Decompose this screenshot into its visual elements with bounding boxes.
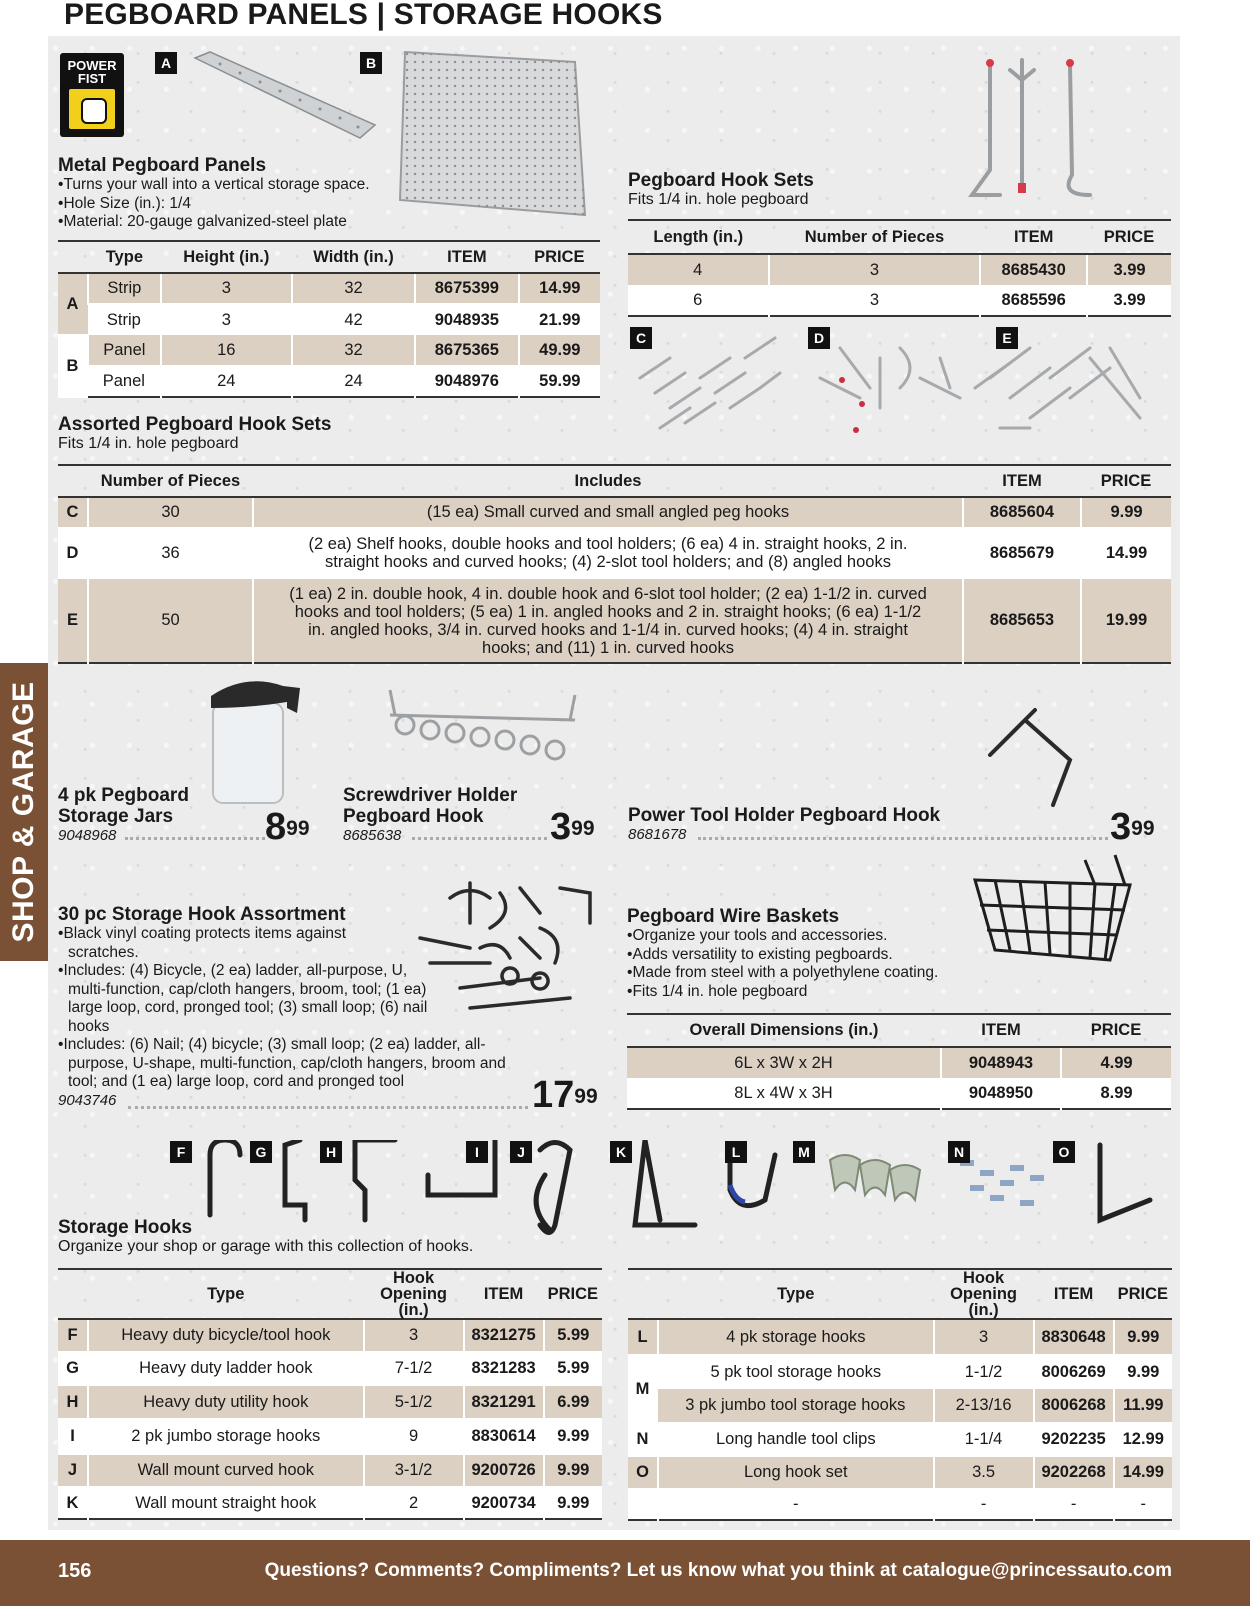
jars-sku: 9048968 — [58, 827, 117, 844]
table-row: 8L x 4W x 3H 9048950 8.99 — [627, 1078, 1171, 1109]
assortment-price: $17^{99}$ — [532, 1074, 598, 1116]
page-title: PEGBOARD PANELS | STORAGE HOOKS — [64, 0, 663, 31]
table-row: 6 3 8685596 3.99 — [628, 285, 1171, 316]
storage-hooks-right-table: Type Hook Opening (in.) ITEM PRICE L 4 pk storage hooks 3 8830648 9.99 M 5 pk tool storage hooks 1-1/2 8006269 9.99 3 pk jumbo tool storage hooks 2-13/16 8006268 11.99 N Long handle tool clips 1-1/4 9202235 12.99 O Long hook set 3.5 9202268 14.99 - - - - — [628, 1268, 1172, 1521]
pegboard-hooks-image — [960, 55, 1140, 205]
jars-block: 4 pk Pegboard Storage Jars 9048968 — [58, 785, 189, 844]
table-row: A Strip 3 32 8675399 14.99 — [58, 273, 600, 304]
page-number: 156 — [58, 1560, 92, 1582]
table-row: F Heavy duty bicycle/tool hook 3 8321275 5.99 — [58, 1319, 602, 1352]
assortment-title: 30 pc Storage Hook Assortment — [58, 904, 346, 925]
hook-sets-block — [628, 170, 814, 209]
label-n: N — [948, 1141, 970, 1163]
leader-dots — [125, 837, 265, 840]
storage-hooks-title: Storage Hooks — [58, 1217, 193, 1238]
fist-icon — [69, 89, 115, 129]
metal-panels-title: Metal Pegboard Panels — [58, 155, 267, 176]
label-f: F — [170, 1141, 192, 1163]
baskets-table: Overall Dimensions (in.) ITEM PRICE 6L x 3W x 2H 9048943 4.99 8L x 4W x 3H 9048950 8.99 — [627, 1013, 1171, 1110]
metal-panels-block — [58, 155, 418, 232]
label-m: M — [793, 1141, 815, 1163]
label-e: E — [996, 327, 1018, 349]
baskets-block — [627, 906, 1007, 1001]
storage-jar-image — [205, 668, 305, 808]
assorted-subtitle: Fits 1/4 in. hole pegboard — [58, 435, 239, 452]
assortment-block — [58, 904, 528, 1109]
pegboard-strip-image — [190, 50, 380, 145]
screwdriver-holder-image — [385, 685, 585, 780]
power-tool-price: $3^{99}$ — [1110, 806, 1155, 848]
pegboard-panel-image — [395, 50, 595, 220]
footer — [0, 1540, 1250, 1606]
screwdriver-sku: 8685638 — [343, 827, 402, 844]
leader-dots — [698, 837, 1108, 840]
label-h: H — [320, 1141, 342, 1163]
table-row: 3 pk jumbo tool storage hooks 2-13/16 8006268 11.99 — [628, 1389, 1172, 1423]
label-j: J — [510, 1141, 532, 1163]
table-row: Strip 3 42 9048935 21.99 — [58, 304, 600, 335]
power-tool-sku: 8681678 — [628, 826, 687, 843]
label-g: G — [250, 1141, 272, 1163]
metal-panels-bullets: • Turns your wall into a vertical storage space. • Hole Size (in.): 1/4 • Material: 20-gauge galvanized-steel plate — [58, 176, 418, 232]
table-row: J Wall mount curved hook 3-1/2 9200726 9.99 — [58, 1454, 602, 1487]
baskets-bullets: • Organize your tools and accessories. • Adds versatility to existing pegboards. • Made from steel with a polyethylene coating. • Fits 1/4 in. hole pegboard — [627, 927, 1007, 1001]
assortment-sku: 9043746 — [58, 1091, 117, 1109]
metal-panels-table: Type Height (in.) Width (in.) ITEM PRICE A Strip 3 32 8675399 14.99 Strip 3 42 9048935 21.99 B Panel 16 32 8675365 49.99 Panel 24 24 9048976 59.99 — [58, 240, 600, 398]
power-tool-block: Power Tool Holder Pegboard Hook 8681678 — [628, 805, 941, 843]
table-row: I 2 pk jumbo storage hooks 9 8830614 9.99 — [58, 1419, 602, 1454]
hook-sets-cde-image — [630, 318, 1150, 453]
assorted-block — [58, 414, 331, 453]
table-row: L 4 pk storage hooks 3 8830648 9.99 — [628, 1319, 1172, 1355]
label-d: D — [808, 327, 830, 349]
table-row: M 5 pk tool storage hooks 1-1/2 8006269 9.99 — [628, 1355, 1172, 1389]
table-row: E 50 (1 ea) 2 in. double hook, 4 in. double hook and 6-slot tool holder; (2 ea) 1-1/2 in. curved hooks and tool holders; (5 ea) 1 in. angled hooks and 2 in. straight hooks; (6 ea) 1-1/2 in. angled hooks, 3/4 in. curved hooks and 1-1/4 in. curved hooks; (4) 4 in. straight hooks; and (11) 1 in. curved hooks 8685653 19.99 — [58, 578, 1171, 663]
feedback-link[interactable]: Questions? Comments? Compliments? Let us know what you think at catalogue@princessauto.com — [264, 1560, 1172, 1581]
table-row: H Heavy duty utility hook 5-1/2 8321291 6.99 — [58, 1385, 602, 1419]
label-o: O — [1053, 1141, 1075, 1163]
table-row: O Long hook set 3.5 9202268 14.99 — [628, 1456, 1172, 1489]
table-row: Panel 24 24 9048976 59.99 — [58, 366, 600, 397]
screwdriver-block: Screwdriver Holder Pegboard Hook 8685638 — [343, 785, 518, 844]
storage-hooks-left-table: Type Hook Opening (in.) ITEM PRICE F Heavy duty bicycle/tool hook 3 8321275 5.99 G Heavy duty ladder hook 7-1/2 8321283 5.99 H Heavy duty utility hook 5-1/2 8321291 6.99 I 2 pk jumbo storage hooks 9 8830614 9.99 J Wall mount curved hook 3-1/2 9200726 9.99 K Wall mount straight hook 2 9200734 9.99 — [58, 1268, 602, 1520]
power-fist-logo: POWER FIST — [60, 53, 124, 137]
leader-dots — [412, 837, 547, 840]
section-tab[interactable]: SHOP & GARAGE — [0, 663, 48, 961]
table-row: B Panel 16 32 8675365 49.99 — [58, 335, 600, 366]
label-b: B — [360, 52, 382, 74]
storage-hooks-subtitle: Organize your shop or garage with this collection of hooks. — [58, 1238, 474, 1255]
storage-hooks-block — [58, 1217, 473, 1256]
leader-dots — [128, 1106, 528, 1109]
table-row: C 30 (15 ea) Small curved and small angled peg hooks 8685604 9.99 — [58, 497, 1171, 528]
assortment-bullets: • Black vinyl coating protects items against scratches. • Includes: (4) Bicycle, (2 ea) ladder, all-purpose, U, multi-function, cap/cloth hangers, broom, tool; (1 ea) large loop, cord, pronged tool; (3) small loop; (6) nail hooks • Includes: (6) Nail; (4) bicycle; (3) small loop; (2 ea) ladder, all-purpose, U-shape, multi-function, cap/cloth hangers, broom and tool; and (1 ea) large loop, cord and pronged tool — [58, 925, 528, 1092]
screwdriver-price: $3^{99}$ — [550, 806, 595, 848]
label-a: A — [155, 52, 177, 74]
table-row: 6L x 3W x 2H 9048943 4.99 — [627, 1047, 1171, 1078]
table-row: G Heavy duty ladder hook 7-1/2 8321283 5.99 — [58, 1352, 602, 1385]
label-i: I — [466, 1141, 488, 1163]
table-row: K Wall mount straight hook 2 9200734 9.99 — [58, 1487, 602, 1519]
table-row: D 36 (2 ea) Shelf hooks, double hooks and tool holders; (6 ea) 4 in. straight hooks, 2 in. straight hooks and curved hooks; (4) 2-slot tool holders; and (8) angled hooks 8685679 14.99 — [58, 528, 1171, 578]
baskets-title: Pegboard Wire Baskets — [627, 906, 840, 927]
hook-sets-title: Pegboard Hook Sets — [628, 170, 814, 191]
label-l: L — [725, 1141, 747, 1163]
table-row: N Long handle tool clips 1-1/4 9202235 12.99 — [628, 1423, 1172, 1456]
assorted-table: Number of Pieces Includes ITEM PRICE C 30 (15 ea) Small curved and small angled peg hooks 8685604 9.99 D 36 (2 ea) Shelf hooks, double hooks and tool holders; (6 ea) 4 in. straight hooks, 2 in. straight hooks and curved hooks; (4) 2-slot tool holders; and (8) angled hooks 8685679 14.99 E 50 (1 ea) 2 in. double hook, 4 in. double hook and 6-slot tool holder; (2 ea) 1-1/2 in. curved hooks and tool holders; (5 ea) 1 in. angled hooks and 2 in. straight hooks; (6 ea) 1-1/2 in. angled hooks, 3/4 in. curved hooks and 1-1/4 in. curved hooks; (4) 4 in. straight hooks; and (11) 1 in. curved hooks 8685653 19.99 — [58, 464, 1171, 664]
table-row: - - - - — [628, 1489, 1172, 1520]
hook-sets-subtitle: Fits 1/4 in. hole pegboard — [628, 191, 809, 208]
label-c: C — [630, 327, 652, 349]
jars-price: $8^{99}$ — [265, 806, 310, 848]
label-k: K — [610, 1141, 632, 1163]
table-row: 4 3 8685430 3.99 — [628, 254, 1171, 285]
assorted-title: Assorted Pegboard Hook Sets — [58, 414, 332, 435]
hook-sets-table: Length (in.) Number of Pieces ITEM PRICE 4 3 8685430 3.99 6 3 8685596 3.99 — [628, 219, 1171, 317]
power-tool-hook-image — [985, 705, 1095, 810]
